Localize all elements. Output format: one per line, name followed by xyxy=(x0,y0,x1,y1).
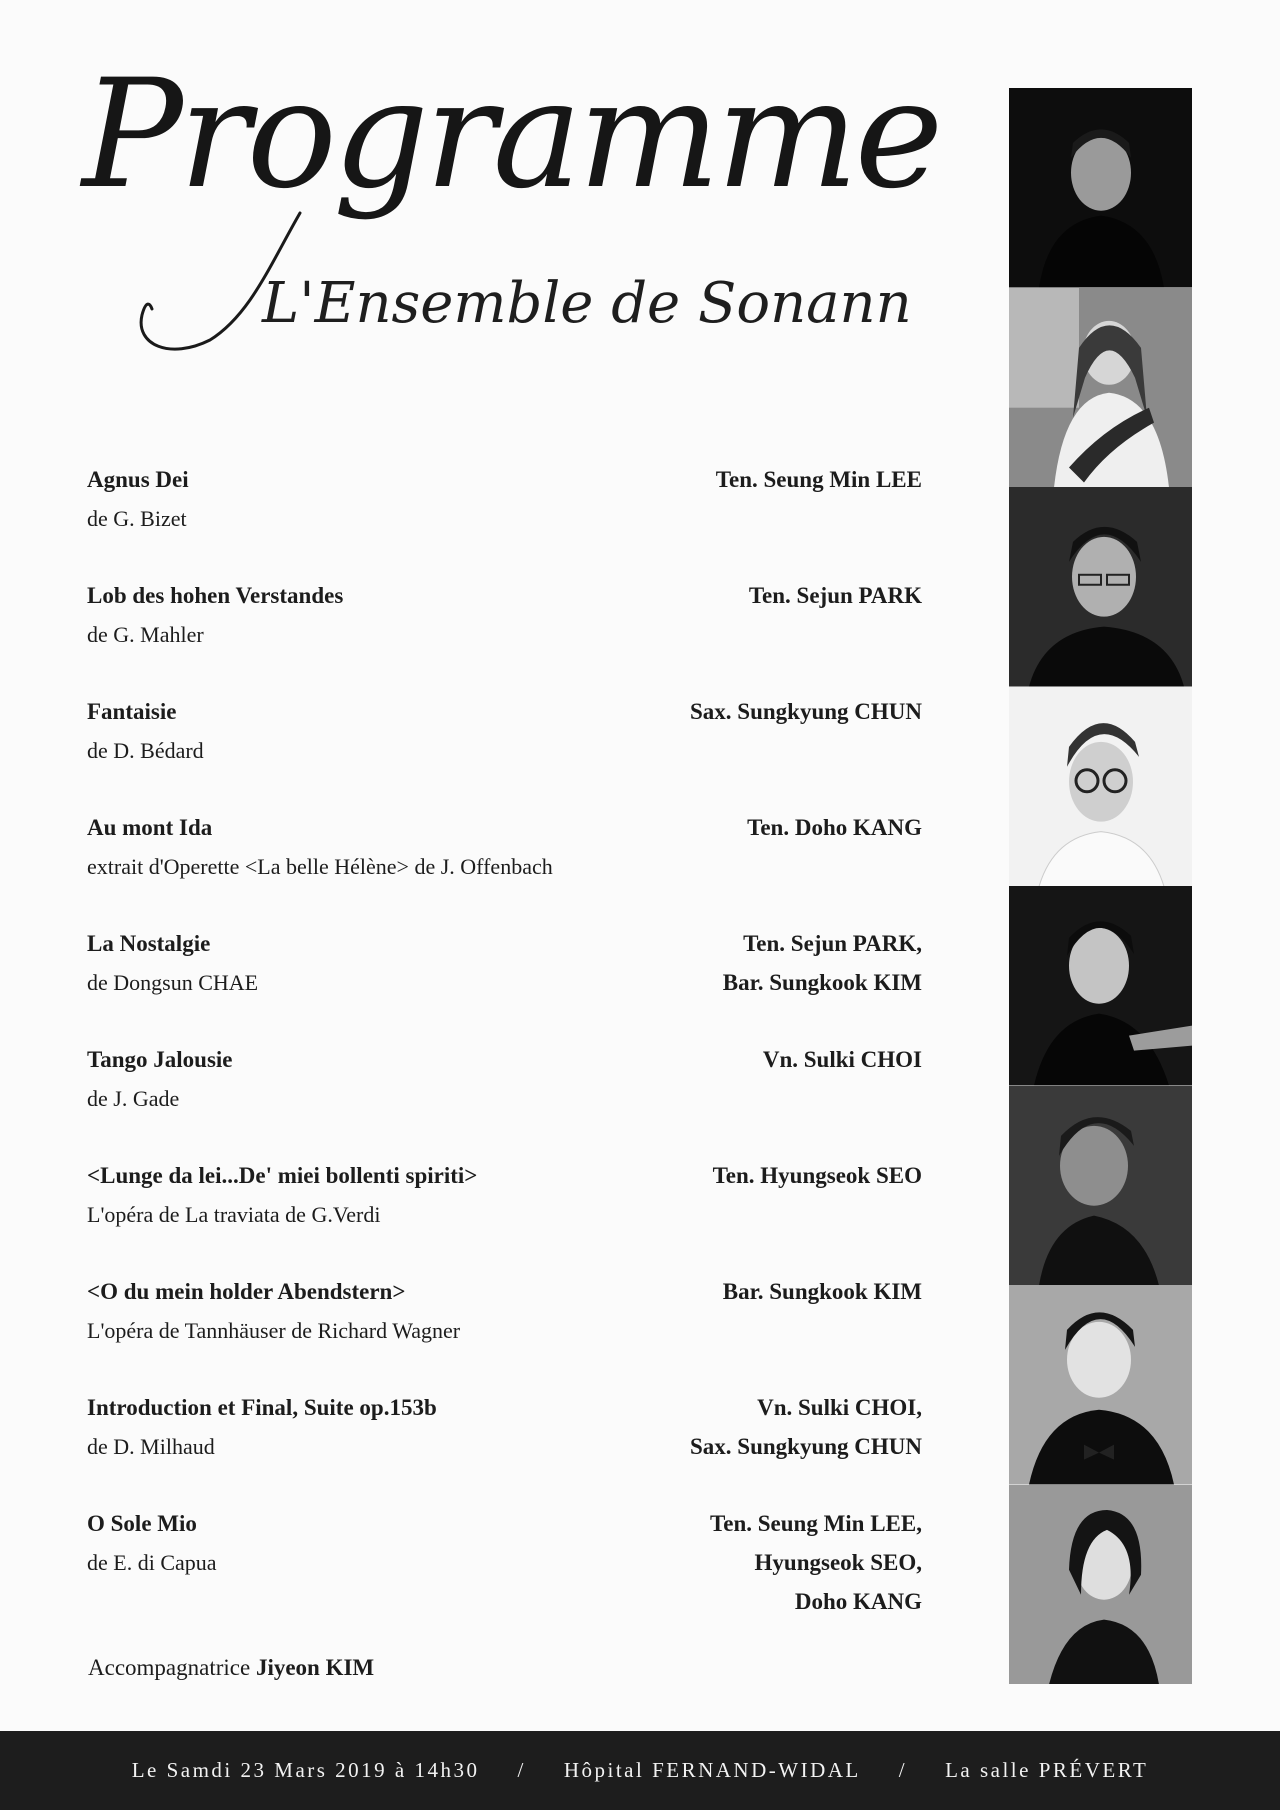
footer-separator: / xyxy=(898,1758,908,1782)
performer-name: Bar. Sungkook KIM xyxy=(722,970,922,995)
work-title: O Sole Mio xyxy=(87,1511,197,1536)
performers xyxy=(723,1272,922,1311)
performers xyxy=(710,1504,922,1621)
event-info-footer xyxy=(0,1731,1280,1810)
work-info xyxy=(87,460,189,538)
work-info xyxy=(87,692,204,770)
performer-photo-strip xyxy=(1009,88,1192,1684)
programme-item xyxy=(87,460,922,576)
work-info xyxy=(87,1156,477,1234)
accompanist-label: Accompagnatrice xyxy=(88,1655,251,1680)
work-composer: L'opéra de Tannhäuser de Richard Wagner xyxy=(87,1318,461,1343)
performer-name: Vn. Sulki CHOI xyxy=(762,1047,922,1072)
programme-item xyxy=(87,1388,922,1504)
work-title: La Nostalgie xyxy=(87,931,211,956)
work-composer: de G. Mahler xyxy=(87,622,204,647)
performer-photo xyxy=(1009,1285,1192,1485)
performer-name: Doho KANG xyxy=(794,1589,922,1614)
programme-item xyxy=(87,576,922,692)
programme-list xyxy=(87,460,922,1644)
work-composer: L'opéra de La traviata de G.Verdi xyxy=(87,1202,381,1227)
event-date: Le Samdi 23 Mars 2019 à 14h30 xyxy=(131,1758,480,1782)
performer-photo xyxy=(1009,1485,1192,1685)
performer-photo xyxy=(1009,886,1192,1086)
performers xyxy=(723,924,922,1002)
performer-name: Ten. Seung Min LEE, xyxy=(710,1511,922,1536)
work-title: Introduction et Final, Suite op.153b xyxy=(87,1395,437,1420)
work-title: <Lunge da lei...De' miei bollenti spiriti> xyxy=(87,1163,478,1188)
work-composer: de Dongsun CHAE xyxy=(87,970,259,995)
work-title: Agnus Dei xyxy=(87,467,189,492)
footer-separator: / xyxy=(517,1758,526,1782)
performers xyxy=(716,460,922,499)
work-composer: de J. Gade xyxy=(87,1086,180,1111)
work-title: Fantaisie xyxy=(87,699,177,724)
work-composer: de D. Bédard xyxy=(87,738,204,763)
performers xyxy=(763,1040,922,1079)
work-title: Lob des hohen Verstandes xyxy=(87,583,344,608)
performer-name: Sax. Sungkyung CHUN xyxy=(689,699,922,724)
performer-name: Hyungseok SEO, xyxy=(754,1550,922,1575)
work-info xyxy=(87,1040,233,1118)
work-composer: de E. di Capua xyxy=(87,1550,217,1575)
performer-name: Ten. Seung Min LEE xyxy=(715,467,922,492)
performer-name: Vn. Sulki CHOI, xyxy=(757,1395,922,1420)
programme-item xyxy=(87,1272,922,1388)
programme-item xyxy=(87,692,922,808)
performer-photo xyxy=(1009,288,1192,488)
performer-photo xyxy=(1009,1086,1192,1286)
event-venue: Hôpital FERNAND-WIDAL xyxy=(563,1758,861,1782)
work-composer: de G. Bizet xyxy=(87,506,187,531)
work-composer: extrait d'Operette <La belle Hélène> de J. Offenbach xyxy=(87,854,553,879)
performers xyxy=(747,808,922,847)
work-info xyxy=(87,808,553,886)
work-info xyxy=(87,1504,217,1582)
programme-item xyxy=(87,1504,922,1644)
work-info xyxy=(87,924,258,1002)
work-title: Au mont Ida xyxy=(87,815,213,840)
work-title: <O du mein holder Abendstern> xyxy=(87,1279,406,1304)
performer-name: Ten. Doho KANG xyxy=(747,815,922,840)
performer-name: Ten. Sejun PARK, xyxy=(743,931,922,956)
performer-name: Ten. Sejun PARK xyxy=(748,583,922,608)
work-composer: de D. Milhaud xyxy=(87,1434,215,1459)
work-title: Tango Jalousie xyxy=(87,1047,233,1072)
performer-photo xyxy=(1009,687,1192,887)
programme-item xyxy=(87,924,922,1040)
work-info xyxy=(87,1272,460,1350)
performer-name: Ten. Hyungseok SEO xyxy=(712,1163,922,1188)
performers xyxy=(690,1388,922,1466)
ensemble-name: L'Ensemble de Sonann xyxy=(262,271,912,336)
performer-name: Sax. Sungkyung CHUN xyxy=(689,1434,922,1459)
performer-photo xyxy=(1009,88,1192,288)
programme-item xyxy=(87,1156,922,1272)
work-info xyxy=(87,576,343,654)
performers xyxy=(690,692,922,731)
programme-item xyxy=(87,808,922,924)
programme-title: Programme xyxy=(82,48,940,222)
accompanist-credit xyxy=(88,1648,374,1688)
performers xyxy=(749,576,922,615)
work-info xyxy=(87,1388,437,1466)
performer-photo xyxy=(1009,487,1192,687)
programme-item xyxy=(87,1040,922,1156)
event-room: La salle PRÉVERT xyxy=(945,1758,1149,1782)
performers xyxy=(713,1156,922,1195)
accompanist-name: Jiyeon KIM xyxy=(255,1655,375,1680)
performer-name: Bar. Sungkook KIM xyxy=(722,1279,922,1304)
